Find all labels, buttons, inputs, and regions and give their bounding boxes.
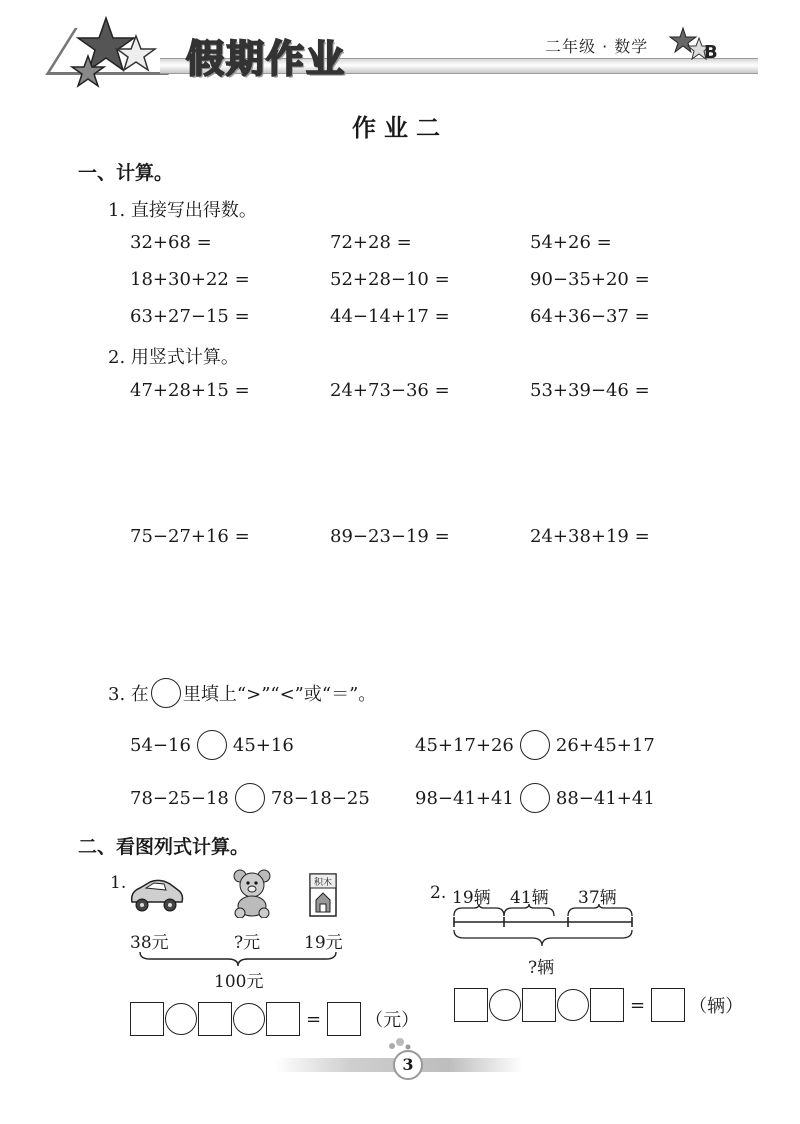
compare-right: 88−41+41 xyxy=(555,787,655,809)
unit-label: （元） xyxy=(365,1010,420,1031)
answer-box[interactable] xyxy=(130,1002,164,1036)
calc-item: 44−14+17 = xyxy=(330,306,450,327)
compare-circle-input[interactable] xyxy=(520,730,550,760)
section-1-title: 一、计算。 xyxy=(78,162,174,184)
compare-item xyxy=(415,783,655,813)
calc-item: 18+30+22 = xyxy=(130,269,250,290)
stars-icon xyxy=(66,16,176,96)
calc-item: 72+28 = xyxy=(330,232,412,253)
vertical-calc-item: 75−27+16 = xyxy=(130,526,250,547)
question-1-title: 1. 直接写出得数。 xyxy=(108,200,257,221)
vertical-calc-item: 89−23−19 = xyxy=(330,526,450,547)
operator-circle[interactable] xyxy=(165,1003,197,1035)
calc-item: 90−35+20 = xyxy=(530,269,650,290)
calc-item: 54+26 = xyxy=(530,232,612,253)
problem-1-number: 1. xyxy=(110,873,127,893)
question-3-title xyxy=(108,678,376,708)
price-label: ?元 xyxy=(234,933,261,953)
compare-item xyxy=(130,730,294,760)
compare-item xyxy=(415,730,655,760)
section-2-title: 二、看图列式计算。 xyxy=(78,836,250,858)
answer-box[interactable] xyxy=(454,988,488,1022)
compare-right: 45+16 xyxy=(232,734,294,756)
operator-circle[interactable] xyxy=(489,989,521,1021)
vertical-calc-item: 24+73−36 = xyxy=(330,380,450,401)
total-label: ?辆 xyxy=(528,958,555,978)
answer-box[interactable] xyxy=(590,988,624,1022)
vertical-calc-item: 47+28+15 = xyxy=(130,380,250,401)
question-2-title: 2. 用竖式计算。 xyxy=(108,347,239,368)
compare-left: 54−16 xyxy=(130,734,191,756)
brand-title: 假期作业 xyxy=(186,37,347,81)
unit-label: （辆） xyxy=(689,996,744,1017)
operator-circle[interactable] xyxy=(557,989,589,1021)
compare-circle-input[interactable] xyxy=(520,783,550,813)
compare-left: 78−25−18 xyxy=(130,787,229,809)
question-3-title-start: 3. 在 xyxy=(108,684,149,705)
vertical-calc-item: 24+38+19 = xyxy=(530,526,650,547)
equals-sign: = xyxy=(630,994,646,1016)
total-brace xyxy=(138,950,338,968)
problem-2-number: 2. xyxy=(430,883,447,903)
compare-left: 98−41+41 xyxy=(415,787,514,809)
compare-circle-input[interactable] xyxy=(235,783,265,813)
calc-item: 52+28−10 = xyxy=(330,269,450,290)
version-letter: B xyxy=(704,42,718,63)
segment-diagram xyxy=(448,904,640,952)
answer-box[interactable] xyxy=(327,1002,361,1036)
answer-box[interactable] xyxy=(522,988,556,1022)
segment-label: 41辆 xyxy=(510,888,549,908)
answer-box[interactable] xyxy=(198,1002,232,1036)
total-label: 100元 xyxy=(214,972,264,992)
segment-label: 37辆 xyxy=(578,888,617,908)
operator-circle[interactable] xyxy=(233,1003,265,1035)
page-title: 作业二 xyxy=(352,114,448,142)
grade-subject: 二年级 · 数学 xyxy=(545,37,649,56)
answer-box[interactable] xyxy=(266,1002,300,1036)
compare-item xyxy=(130,783,370,813)
compare-left: 45+17+26 xyxy=(415,734,514,756)
calc-item: 64+36−37 = xyxy=(530,306,650,327)
price-label: 38元 xyxy=(130,933,169,953)
answer-box[interactable] xyxy=(651,988,685,1022)
calc-item: 63+27−15 = xyxy=(130,306,250,327)
blocks-label: 积木 xyxy=(313,878,332,888)
vertical-calc-item: 53+39−46 = xyxy=(530,380,650,401)
answer-formula-2 xyxy=(454,988,743,1022)
compare-right: 78−18−25 xyxy=(270,787,370,809)
question-3-title-end: 里填上“>”“<”或“＝”。 xyxy=(182,684,377,705)
page-number: 3 xyxy=(393,1050,423,1080)
compare-right: 26+45+17 xyxy=(555,734,655,756)
segment-label: 19辆 xyxy=(452,888,491,908)
circle-example xyxy=(151,678,181,708)
teddy-bear-icon xyxy=(228,868,276,918)
answer-formula-1 xyxy=(130,1002,419,1036)
price-label: 19元 xyxy=(304,933,343,953)
equals-sign: = xyxy=(306,1008,322,1030)
compare-circle-input[interactable] xyxy=(197,730,227,760)
calc-item: 32+68 = xyxy=(130,232,212,253)
toy-car-icon xyxy=(126,874,186,918)
